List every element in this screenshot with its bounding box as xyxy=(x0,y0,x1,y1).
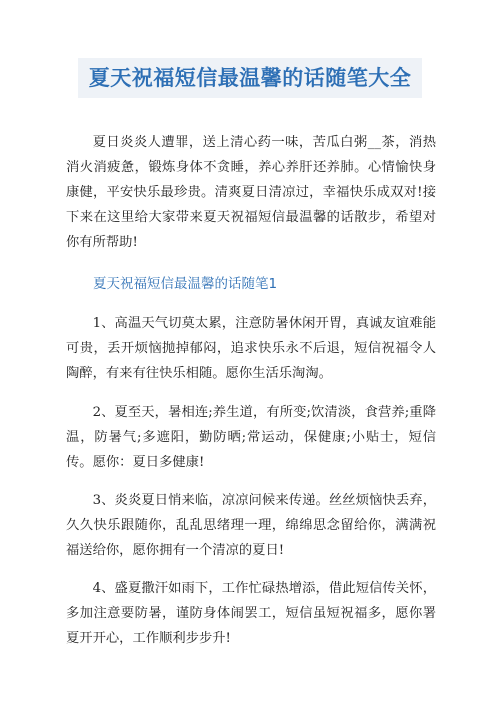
message-paragraph-2: 2、夏至天，暑相连;养生道，有所变;饮清淡，食营养;重降温，防暑气;多遮阳，勤防晒;常运动，保健康;小贴士，短信传。愿你：夏日多健康! xyxy=(66,405,436,470)
message-paragraph-4: 4、盛夏撒汗如雨下，工作忙碌热增添，借此短信传关怀，多加注意要防暑，谨防身体闹罢工，短信虽短祝福多，愿你署夏开开心，工作顺利步步升! xyxy=(66,581,436,646)
intro-paragraph: 夏日炎炎人遭罪，送上清心药一味，苦瓜白粥__茶，消热消火消疲惫，锻炼身体不贪睡，养心养肝还养肺。心情愉快身康健，平安快乐最珍贵。清爽夏日清凉过，幸福快乐成双对!接下来在这里给大家带来夏天祝福短信最温馨的话散步，希望对你有所帮助! xyxy=(66,135,436,250)
section-heading: 夏天祝福短信最温馨的话随笔1 xyxy=(93,276,278,292)
message-paragraph-3: 3、炎炎夏日悄来临，凉凉问候来传递。丝丝烦恼快丢弃，久久快乐跟随你，乱乱思绪理一理，绵绵思念留给你，满满祝福送给你，愿你拥有一个清凉的夏日! xyxy=(66,493,436,558)
message-paragraph-1: 1、高温天气切莫太累，注意防暑休闲开胃，真诚友谊难能可贵，丢开烦恼抛掉郁闷，追求快乐永不后退，短信祝福令人陶醉，有来有往快乐相随。愿你生活乐淘淘。 xyxy=(66,316,436,381)
page-title: 夏天祝福短信最温馨的话随笔大全 xyxy=(88,66,412,90)
